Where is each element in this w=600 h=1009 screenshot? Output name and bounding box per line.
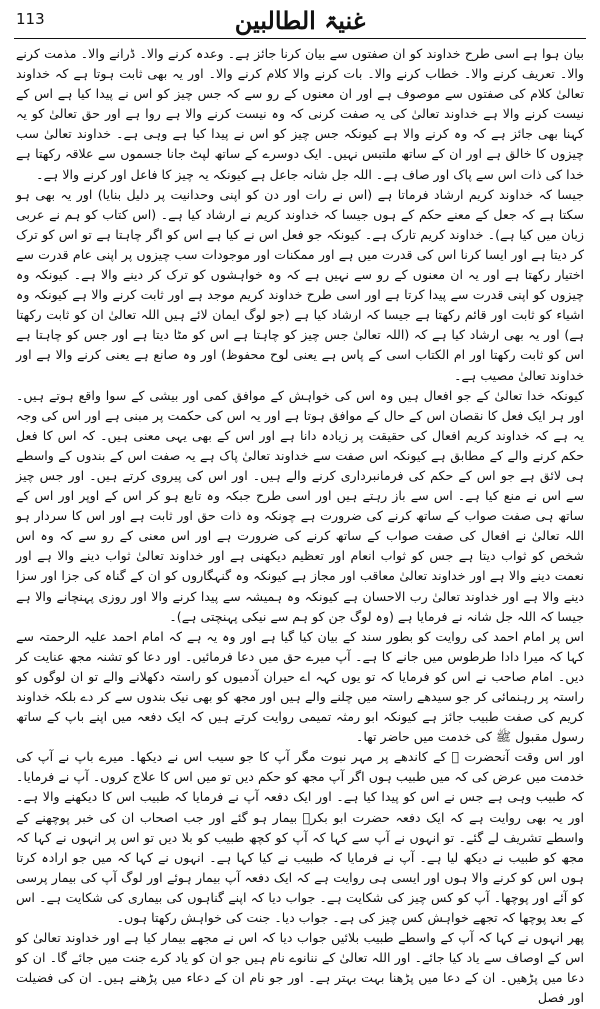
body-text <box>16 44 584 1006</box>
book-title: غنیۃ الطالبین <box>234 6 366 35</box>
paragraph: جیسا کہ خداوند کریم ارشاد فرماتا ہے (اس نے رات اور دن کو اپنی وحدانیت پر دلیل بنایا) اور یہ بھی ہو سکتا ہے کہ جعل کے معنے حکم کے ہوں جیسا کہ خداوند کریم نے ارشاد کیا ہے۔ (اس کتاب کو ہم نے عربی زبان میں کیا ہے)۔ خداوند کریم تارک ہے۔ کیونکہ جو فعل اس نے کیا ہے اس کو اگر چاہتا ہے تو اس کو ترک کر دیتا ہے اور ایسا کرنا اس کی قدرت میں ہے اور ممکنات اور موجودات سب چیزوں پر اپنی عام قدرت سے اختیار رکھتا ہے اور یہ ان معنوں کے رو سے نہیں ہے کہ وہ خواہشوں کو ترک کر دینے والا ہے۔ کیونکہ وہ چیزوں کو اپنی قدرت سے پیدا کرتا ہے اور اسی طرح خداوند کریم موجد ہے اور ثابت کرنے والا ہے کیونکہ وہ اشیاء کو ثابت اور قائم رکھتا ہے جیسا کہ ارشاد کیا ہے (جو لوگ ایمان لائے ہیں اللہ تعالیٰ ان کو ثابت رکھتا ہے) اور یہ بھی ارشاد کیا ہے کہ (اللہ تعالیٰ جس چیز کو چاہتا ہے اس کو مٹا دیتا ہے اور جس کو چاہتا ہے اس کو ثابت رکھتا اور ام الکتاب اسی کے پاس ہے یعنی لوح محفوظ) اور وہ صانع ہے یعنی کرنے والا ہے اور خداوند تعالیٰ مصیب ہے۔ <box>16 186 584 383</box>
paragraph: پھر انہوں نے کہا کہ آپ کے واسطے طبیب بلائیں جواب دیا کہ اس نے مجھے بیمار کیا ہے اور خداوند تعالیٰ کو اس کے اوصاف سے یاد کیا جائے۔ اور اللہ تعالیٰ کے ننانوے نام ہیں جو ان کو یاد کرے جنت میں جائے گا۔ ان کو دعا میں پڑھیں۔ ان کے دعا میں پڑھنا بہت بہتر ہے۔ اور جو نام ان کے دعاء میں پڑھنے ہیں۔ ان کی فضیلت اور فصل <box>16 930 584 1006</box>
paragraph: اس پر امام احمد کی روایت کو بطور سند کے بیان کیا گیا ہے اور وہ یہ ہے کہ امام احمد علیہ الرحمتہ سے کہا کہ میرا دادا طرطوس میں جانے کا ہے۔ آپ میرے حق میں دعا فرمائیں۔ اور دعا کو تشنہ مجھ عنایت کر دیں۔ امام صاحب نے اس کو فرمایا کہ تو یوں کہہ اے حیران آدمیوں کو راستہ دکھلانے والے تو ان لوگوں کو راستہ پر رہنمائی کر جو سیدھے راستہ میں چلنے والے ہیں اور مجھ کو بھی نیک بندوں سے کر دے بلکہ خداوند کریم کی صفت طبیب جائز ہے کیونکہ ابو رمثہ تمیمی روایت کرتے ہیں کہ ایک دفعہ میں اپنے باپ کے ساتھ رسول مقبول ﷺ کی خدمت میں حاضر تھا۔ <box>16 628 584 745</box>
paragraph: بیان ہوا ہے اسی طرح خداوند کو ان صفتوں سے بیان کرنا جائز ہے۔ وعدہ کرنے والا۔ ڈرانے والا۔ مذمت کرنے والا۔ تعریف کرنے والا۔ خطاب کرنے والا۔ بات کرنے والا کلام کرنے والا۔ اور یہ بھی ثابت ہوتا ہے کہ خداوند تعالیٰ کلام کی صفتوں سے موصوف ہے اور ان معنوں کے رو سے کہ جس چیز کو اس نے پیدا کیا ہے اس کے نیست کرنے والا ہے خداوند تعالیٰ کی یہ صفت کرنی کہ وہ نیست کرنے والا ہے روا ہے اور حق تعالیٰ کو یہ کہنا بھی جائز ہے کہ وہ کرنے والا ہے کیونکہ جس چیز کو اس نے پیدا کیا ہے وہی ہے۔ خداوند تعالیٰ سب چیزوں کا خالق ہے اور ان کے ساتھ ملتبس نہیں۔ ایک دوسرے کے ساتھ لپٹ جانا جسموں سے علاقہ رکھتا ہے خدا کی ذات اس سے پاک اور صاف ہے۔ اللہ جل شانہ جاعل ہے کیونکہ یہ چیز کا فاعل اور کرنے والا ہے۔ <box>16 46 584 182</box>
page-number: 113 <box>16 10 45 28</box>
paragraph: اور اس وقت آنحضرت ﷺ کے کاندھے پر مہر نبوت مگر آپ کا جو سیب اس نے دیکھا۔ میرے باپ نے آپ کی خدمت میں عرض کی کہ میں طبیب ہوں اگر آپ مجھ کو حکم دیں تو میں اس کا علاج کروں۔ آپ نے فرمایا۔ کہ طبیب وہی ہے جس نے اس کو پیدا کیا ہے۔ اور ایک دفعہ آپ نے فرمایا کہ طبیب اس کا دیکھنے والا ہے۔ اور یہ بھی روایت ہے کہ ایک دفعہ حضرت ابو بکرؓ بیمار ہو گئے اور جب اصحاب ان کی خبر پوچھنے کے واسطے تشریف لے گئے۔ تو انہوں نے آپ سے کہا کہ آپ کو کچھ طبیب کو بلا دیں تو اس پر انہوں نے کہا کہ مجھ کو طبیب نے دیکھ لیا ہے۔ آپ نے فرمایا کہ طبیب نے کیا کہا ہے۔ انہوں نے کہا کہ میں جو ارادہ کرتا ہوں اس کو کرنے والا ہوں اور ایسی ہی روایت ہے کہ ایک دفعہ آپ بیمار ہوئے اور لوگ آپ کی بیمار پرسی کو آئے اور پوچھا۔ آپ کو کس چیز کی شکایت ہے۔ جواب دیا کہ اپنے گناہوں کی بیماری کی شکایت ہے۔ اس کے بعد پوچھا کہ تجھے خواہش کس چیز کی ہے۔ جواب دیا۔ جنت کی خواہش رکھتا ہوں۔ <box>16 749 584 926</box>
paragraph: کیونکہ خدا تعالیٰ کے جو افعال ہیں وہ اس کی خواہش کے موافق کمی اور بیشی کے سوا واقع ہوتے ہیں۔ اور ہر ایک فعل کا نقصان اس کے حال کے موافق ہوتا ہے اور یہ اس کی حکمت پر مبنی ہے اور اس کی وجہ یہ ہے کہ خداوند کریم افعال کی حقیقت پر زیادہ دانا ہے اور اس کے بھی یہی معنی ہیں۔ کہ اس کا فعل حکم کرنے والے کے مطابق ہے کیونکہ اس صفت سے خداوند تعالیٰ پاک ہے یہ صفت اس کے بندوں کے واسطے ہی لائق ہے جو اس کے حکم کی فرمانبرداری کرنے والے ہیں۔ اور اس کی پیروی کرتے ہیں۔ اور جس چیز سے اس نے منع کیا ہے۔ اس سے باز رہتے ہیں اور اسی طرح جبکہ وہ تابع ہو کر اس کے اوپر اور اس کے ساتھ ہی صفت صواب کے ساتھ کرنے کی ضرورت ہے چونکہ وہ ذات حق اور ثابت ہے اور اس کا سردار ہو اللہ تعالیٰ نے افعال کی صفت صواب کے ساتھ کرنے کی ضرورت ہے اور اس معنی کے رو سے کہ وہ اس شخص کو ثواب دیتا ہے جس کو ثواب انعام اور تعظیم دیکھنی ہے اور خداوند تعالیٰ ثواب دینے والا ہے اور نعمت دینے والا ہے اور خداوند تعالیٰ معاقب اور مجاز ہے کیونکہ وہ گنہگاروں کو ان کے گناہ کی جزا اور سزا دینے والا ہے اور خداوند تعالیٰ رب الاحسان ہے کیونکہ وہ ہمیشہ سے پیدا کرنے والا اور روزی پہنچانے والا ہے جیسا کہ اللہ جل شانہ نے فرمایا ہے (وہ لوگ جن کو ہم سے نیکی پہنچتی ہے)۔ <box>16 387 584 624</box>
page-header <box>14 4 586 39</box>
